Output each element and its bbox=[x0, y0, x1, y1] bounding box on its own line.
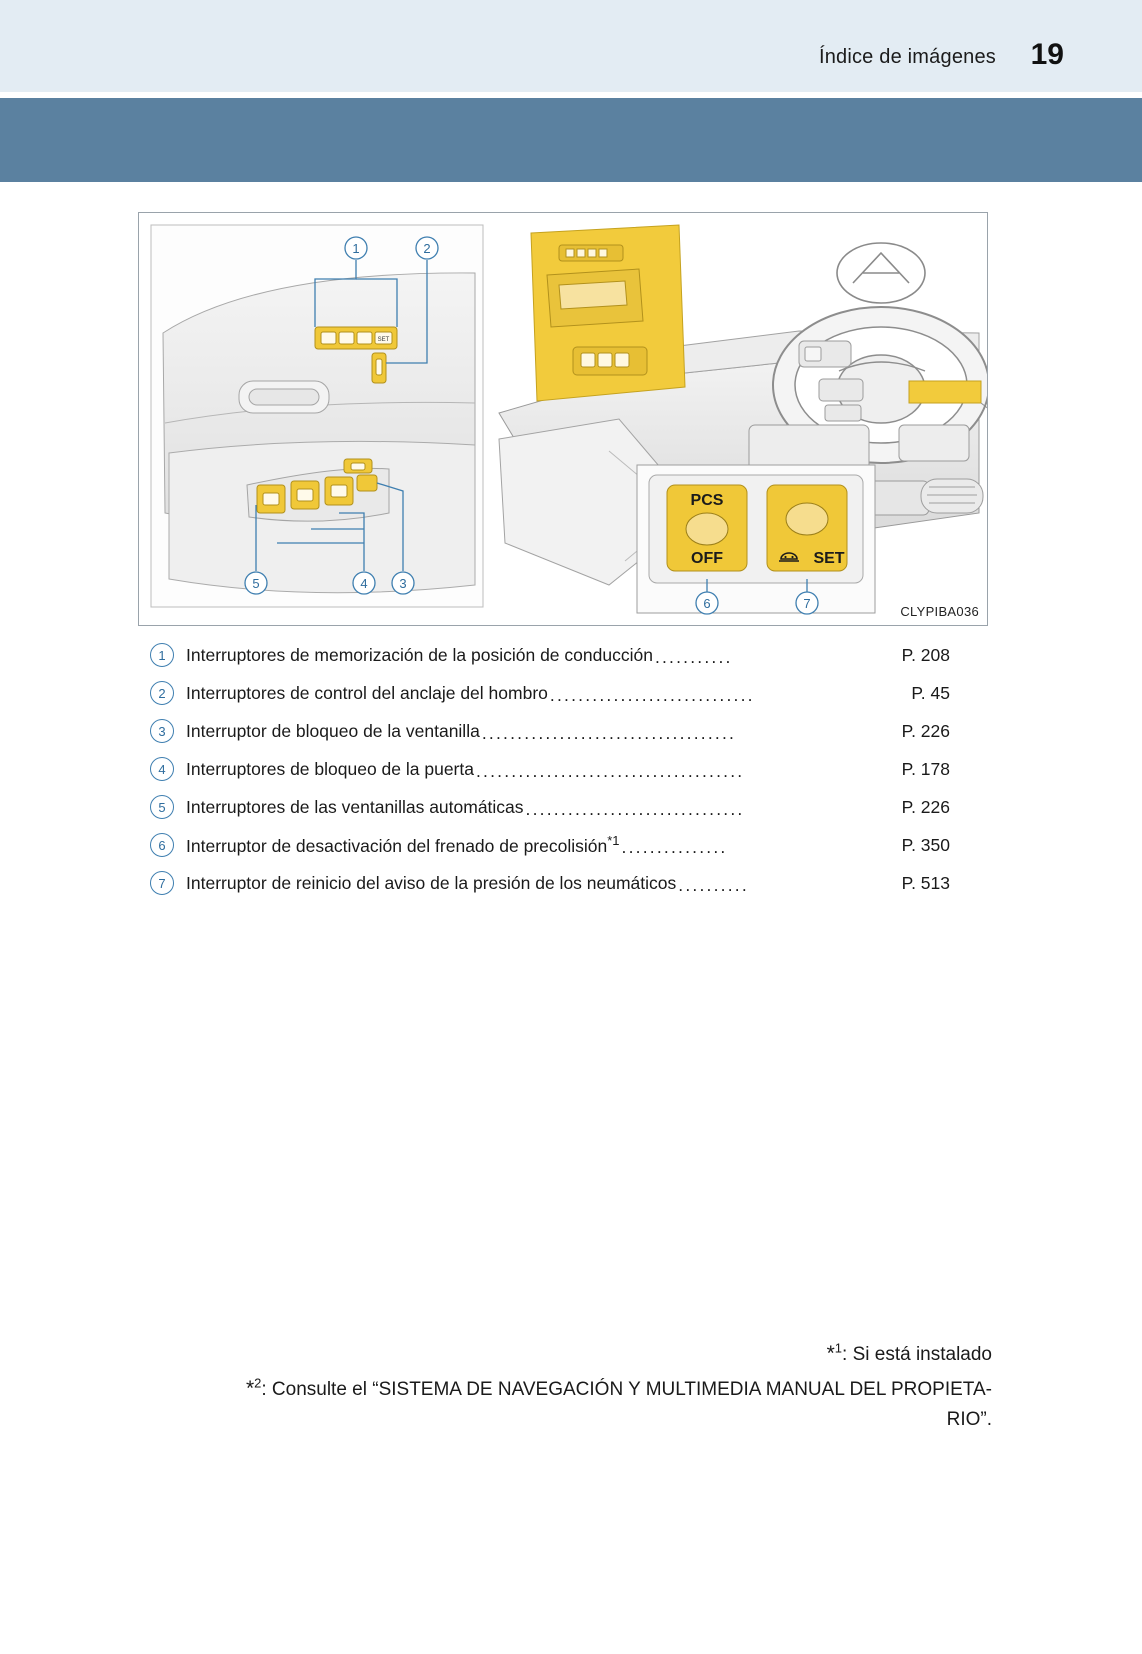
legend-item-2 bbox=[150, 674, 950, 712]
footnote-2-index: 2 bbox=[254, 1375, 262, 1391]
legend-label bbox=[186, 833, 620, 857]
memory-switch-group bbox=[315, 327, 397, 349]
callout-6 bbox=[696, 592, 718, 614]
legend-item-1 bbox=[150, 636, 950, 674]
legend-list bbox=[150, 636, 950, 902]
footnote-1-marker: * bbox=[826, 1342, 835, 1365]
footnote-1 bbox=[100, 1338, 992, 1371]
set-label: SET bbox=[813, 550, 845, 567]
legend-page-ref: P. 350 bbox=[901, 834, 950, 855]
footnotes bbox=[100, 1338, 992, 1435]
legend-page-ref: P. 226 bbox=[901, 796, 950, 817]
legend-label: Interruptores de control del anclaje del hombro bbox=[186, 682, 548, 703]
svg-text:2: 2 bbox=[423, 241, 431, 256]
legend-label-text: Interruptor de desactivación del frenado de precolisión bbox=[186, 835, 608, 856]
svg-text:6: 6 bbox=[703, 596, 711, 611]
legend-item-4 bbox=[150, 750, 950, 788]
pcs-label: PCS bbox=[690, 492, 724, 509]
tpms-set-button bbox=[767, 485, 847, 571]
legend-item-6 bbox=[150, 826, 950, 864]
legend-item-3 bbox=[150, 712, 950, 750]
legend-dot-leader: ............................... bbox=[525, 798, 745, 819]
figure-code: CLYPIBA036 bbox=[900, 604, 979, 619]
footnote-2-text: : Consulte el “SISTEMA DE NAVEGACIÓN Y MULTIMEDIA MANUAL DEL PROPIETA- bbox=[261, 1378, 992, 1400]
legend-number: 4 bbox=[150, 757, 174, 781]
highlight-pcs-area bbox=[909, 381, 981, 403]
legend-label: Interruptor de bloqueo de la ventanilla bbox=[186, 720, 480, 741]
legend-number: 1 bbox=[150, 643, 174, 667]
legend-number: 5 bbox=[150, 795, 174, 819]
figure-illustration bbox=[138, 212, 988, 626]
shoulder-anchor-switch bbox=[372, 353, 386, 383]
svg-text:1: 1 bbox=[352, 241, 360, 256]
callout-3 bbox=[392, 572, 414, 594]
speaker-grille bbox=[921, 479, 983, 513]
legend-dot-leader: ............... bbox=[621, 836, 728, 857]
legend-dot-leader: .................................... bbox=[481, 722, 737, 743]
legend-number: 6 bbox=[150, 833, 174, 857]
svg-text:4: 4 bbox=[360, 576, 368, 591]
footnote-2 bbox=[100, 1373, 992, 1406]
legend-page-ref: P. 45 bbox=[911, 682, 950, 703]
callout-5 bbox=[245, 572, 267, 594]
callout-1 bbox=[345, 237, 367, 259]
legend-page-ref: P. 226 bbox=[901, 720, 950, 741]
highlight-door-panel bbox=[531, 225, 685, 401]
legend-dot-leader: ........... bbox=[654, 646, 733, 667]
footnote-1-index: 1 bbox=[834, 1340, 843, 1356]
svg-text:7: 7 bbox=[803, 596, 811, 611]
legend-dot-leader: .......... bbox=[678, 874, 749, 895]
page-number: 19 bbox=[1030, 38, 1064, 71]
pcs-off-button bbox=[667, 485, 747, 571]
legend-page-ref: P. 513 bbox=[901, 872, 950, 893]
svg-text:3: 3 bbox=[399, 576, 407, 591]
footnote-1-text: : Si está instalado bbox=[842, 1344, 992, 1365]
legend-number: 3 bbox=[150, 719, 174, 743]
legend-item-7 bbox=[150, 864, 950, 902]
figure-svg bbox=[139, 213, 987, 625]
legend-footnote-marker: *1 bbox=[607, 833, 620, 849]
legend-label: Interruptores de las ventanillas automáticas bbox=[186, 796, 524, 817]
legend-number: 7 bbox=[150, 871, 174, 895]
svg-text:5: 5 bbox=[252, 576, 260, 591]
footnote-2-marker: * bbox=[245, 1376, 255, 1400]
legend-label: Interruptores de bloqueo de la puerta bbox=[186, 758, 474, 779]
legend-number: 2 bbox=[150, 681, 174, 705]
memory-set-label: SET bbox=[377, 337, 390, 343]
section-color-band bbox=[0, 98, 1142, 182]
callout-2 bbox=[416, 237, 438, 259]
door-panel-illustration bbox=[151, 225, 483, 607]
legend-page-ref: P. 208 bbox=[901, 644, 950, 665]
off-label: OFF bbox=[691, 550, 723, 567]
legend-page-ref: P. 178 bbox=[901, 758, 950, 779]
legend-dot-leader: ...................................... bbox=[475, 760, 745, 781]
page-title: Índice de imágenes bbox=[818, 46, 996, 68]
footnote-2-continued: RIO”. bbox=[946, 1409, 992, 1431]
pcs-tpms-inset bbox=[637, 465, 875, 613]
callout-4 bbox=[353, 572, 375, 594]
legend-label: Interruptores de memorización de la posición de conducción bbox=[186, 644, 653, 665]
legend-item-5 bbox=[150, 788, 950, 826]
legend-dot-leader: ............................. bbox=[549, 684, 755, 705]
legend-label: Interruptor de reinicio del aviso de la presión de los neumáticos bbox=[186, 872, 677, 893]
callout-7 bbox=[796, 592, 818, 614]
